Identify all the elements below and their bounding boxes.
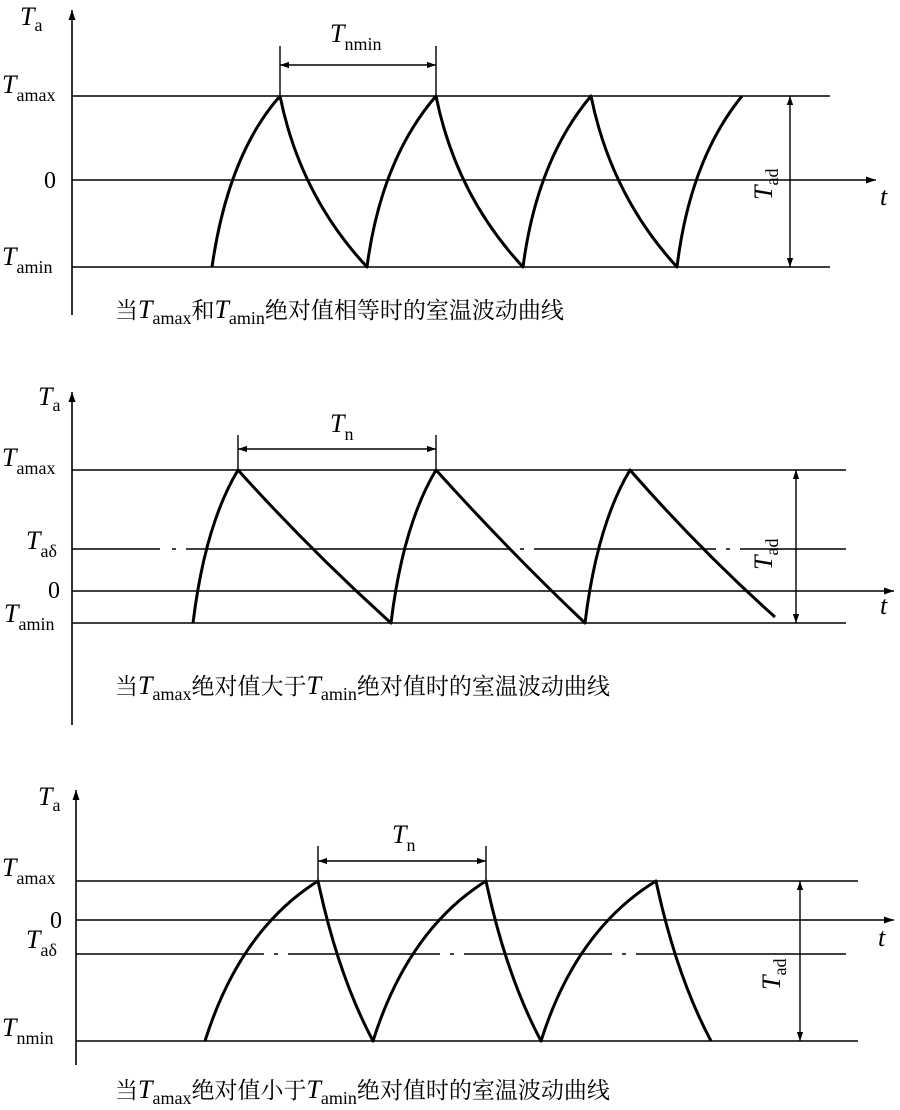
- level-label-tamax: Tamax: [2, 853, 56, 888]
- time-axis-label: t: [878, 923, 886, 952]
- period-label: Tn: [330, 409, 354, 444]
- amplitude-label: Tad: [757, 958, 790, 990]
- period-label: Tnmin: [330, 19, 382, 54]
- caption: 当Tamax绝对值小于Tamin绝对值时的室温波动曲线: [115, 1075, 610, 1108]
- time-axis-label: t: [880, 591, 888, 620]
- amplitude-label: Tad: [749, 168, 782, 200]
- y-axis-label: Ta: [38, 382, 61, 415]
- level-label-zero: 0: [48, 578, 60, 604]
- caption: 当Tamax绝对值大于Tamin绝对值时的室温波动曲线: [115, 671, 610, 704]
- y-axis-label: Ta: [38, 782, 61, 815]
- level-label-zero: 0: [44, 168, 56, 194]
- panel-equal: [2, 2, 888, 328]
- temperature-curve: [205, 881, 711, 1041]
- level-label-tadelta: Taδ: [26, 526, 57, 561]
- level-label-tamin: Tamin: [2, 242, 53, 277]
- caption: 当Tamax和Tamin绝对值相等时的室温波动曲线: [115, 295, 564, 328]
- period-label: Tn: [392, 820, 416, 855]
- amplitude-label: Tad: [749, 538, 782, 570]
- temperature-curve: [212, 96, 742, 267]
- level-label-tadelta: Taδ: [26, 925, 57, 960]
- level-label-tamax: Tamax: [2, 443, 56, 478]
- level-label-tnmin: Tnmin: [2, 1013, 54, 1048]
- panel-less: [2, 782, 894, 1108]
- y-axis-label: Ta: [20, 2, 43, 35]
- panel-greater: [2, 382, 894, 725]
- level-label-tamin: Tamin: [4, 599, 55, 634]
- temperature-curve: [193, 470, 775, 623]
- level-label-zero: 0: [50, 908, 62, 934]
- level-label-tamax: Tamax: [2, 70, 56, 105]
- time-axis-label: t: [880, 182, 888, 211]
